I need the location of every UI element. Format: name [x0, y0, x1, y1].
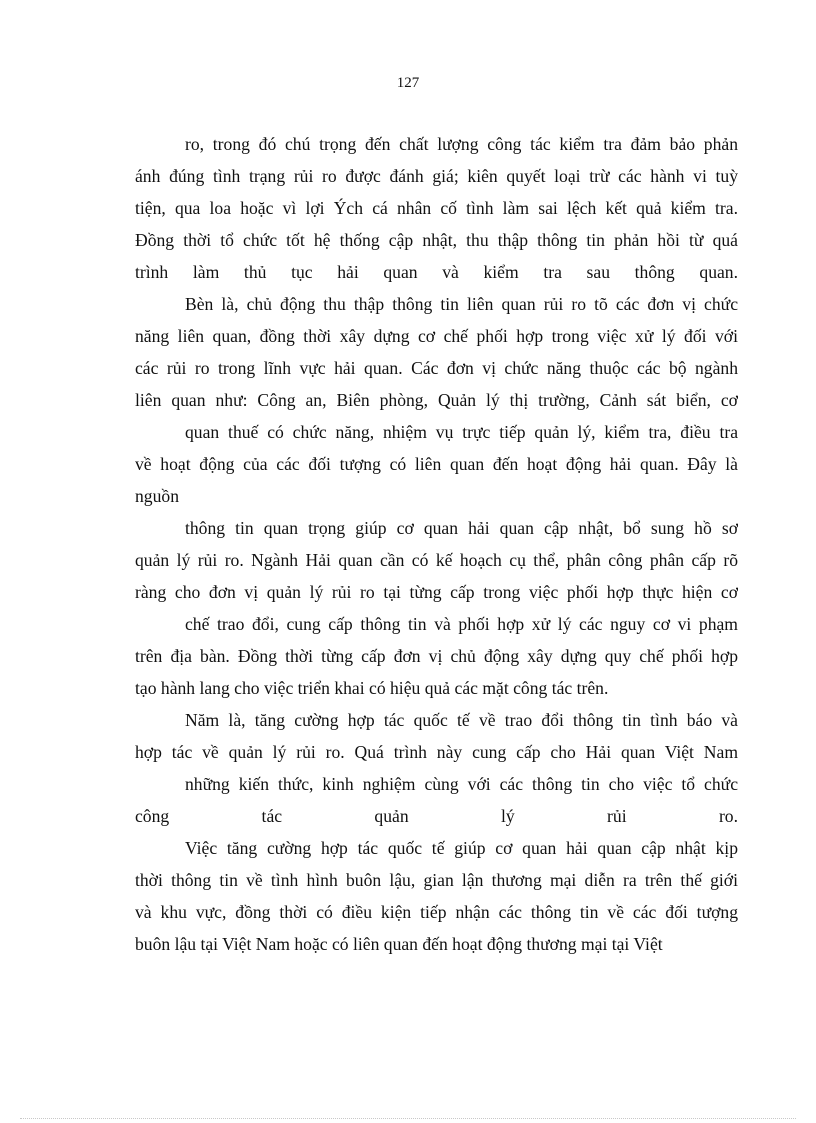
page-number: 127: [396, 75, 420, 91]
text-line: thông tin quan trọng giúp cơ quan hải quan cập nhật, bổ sung hồ sơ: [185, 518, 738, 538]
text-line: Đồng thời tổ chức tốt hệ thống cập nhật, thu thập thông tin phản hồi từ quá: [135, 230, 738, 250]
text-line: chế trao đổi, cung cấp thông tin và phối hợp xử lý các nguy cơ vi phạm: [185, 614, 738, 634]
text-line: tiện, qua loa hoặc vì lợi Ých cá nhân cố tình làm sai lệch kết quả kiểm tra.: [135, 198, 738, 218]
text-line: quản lý rủi ro. Ngành Hải quan cần có kế hoạch cụ thể, phân công phân cấp rõ: [135, 550, 738, 570]
text-line: liên quan như: Công an, Biên phòng, Quản lý thị trường, Cảnh sát biển, cơ: [135, 390, 738, 410]
page-bottom-border: [20, 1118, 796, 1119]
text-line: trên địa bàn. Đồng thời từng cấp đơn vị chủ động xây dựng quy chế phối hợp: [135, 646, 738, 666]
text-line: năng liên quan, đồng thời xây dựng cơ chế phối hợp trong việc xử lý đối với: [135, 326, 738, 346]
text-line: và khu vực, đồng thời có điều kiện tiếp nhận các thông tin về các đối tượng: [135, 902, 738, 922]
text-line: Việc tăng cường hợp tác quốc tế giúp cơ quan hải quan cập nhật kịp: [185, 838, 738, 858]
text-line: quan thuế có chức năng, nhiệm vụ trực tiếp quản lý, kiểm tra, điều tra: [185, 422, 738, 442]
text-line: ro, trong đó chú trọng đến chất lượng công tác kiểm tra đảm bảo phản: [185, 134, 738, 154]
text-line: thời thông tin về tình hình buôn lậu, gian lận thương mại diễn ra trên thế giới: [135, 870, 738, 890]
text-line: Năm là, tăng cường hợp tác quốc tế về trao đổi thông tin tình báo và: [185, 710, 738, 730]
text-line: ánh đúng tình trạng rủi ro được đánh giá; kiên quyết loại trừ các hành vi tuỳ: [135, 166, 738, 186]
text-line: những kiến thức, kinh nghiệm cùng với các thông tin cho việc tổ chức: [185, 774, 738, 794]
text-line: Bèn là, chủ động thu thập thông tin liên quan rủi ro tõ các đơn vị chức: [185, 294, 738, 314]
text-line: ràng cho đơn vị quản lý rủi ro tại từng cấp trong việc phối hợp thực hiện cơ: [135, 582, 738, 602]
text-line: nguồn: [135, 486, 179, 506]
text-line: các rủi ro trong lĩnh vực hải quan. Các đơn vị chức năng thuộc các bộ ngành: [135, 358, 738, 378]
text-line: buôn lậu tại Việt Nam hoặc có liên quan đến hoạt động thương mại tại Việt: [135, 934, 663, 954]
text-line: trình làm thủ tục hải quan và kiểm tra sau thông quan.: [135, 262, 738, 282]
text-line: về hoạt động của các đối tượng có liên quan đến hoạt động hải quan. Đây là: [135, 454, 738, 474]
text-line: hợp tác về quản lý rủi ro. Quá trình này cung cấp cho Hải quan Việt Nam: [135, 742, 738, 762]
text-line: công tác quản lý rủi ro.: [135, 806, 738, 826]
text-line: tạo hành lang cho việc triển khai có hiệu quả các mặt công tác trên.: [135, 678, 609, 698]
